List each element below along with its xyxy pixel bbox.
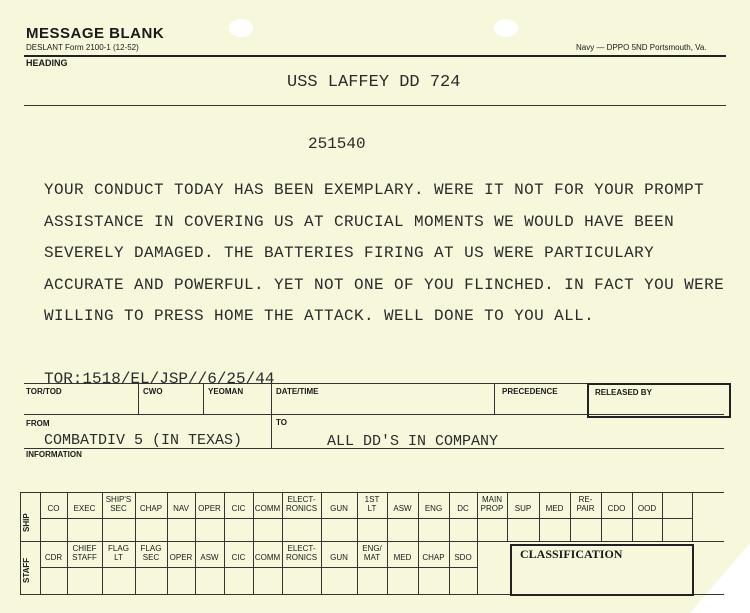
grid-divider (662, 492, 663, 541)
routing-cell-label: ASW (393, 504, 412, 513)
routing-cell-label: SUP (514, 504, 532, 513)
grid-divider (224, 492, 225, 541)
message-body (44, 175, 724, 333)
header-rule (24, 55, 726, 57)
divider (203, 383, 204, 414)
form-number: DESLANT Form 2100-1 (12-52) (26, 43, 139, 52)
yeoman-label: YEOMAN (208, 387, 244, 396)
routing-cell-label: SHIP'S SEC (105, 495, 132, 513)
message-line: WILLING TO PRESS HOME THE ATTACK. WELL DONE TO YOU ALL. (44, 307, 595, 325)
routing-cell-label: FLAG SEC (140, 544, 162, 562)
to-value: ALL DD'S IN COMPANY (327, 433, 499, 450)
ship-label: SHIP (22, 513, 31, 532)
routing-cell-label: 1ST LT (364, 495, 380, 513)
cwo-label: CWO (143, 387, 163, 396)
tor-line: TOR:1518/EL/JSP//6/25/44 (44, 370, 275, 388)
grid-divider (167, 492, 168, 541)
message-line: SEVERELY DAMAGED. THE BATTERIES FIRING AT US WERE PARTICULARY (44, 244, 655, 262)
routing-cell-label: GUN (330, 553, 348, 562)
grid-divider (477, 541, 478, 594)
divider (138, 383, 139, 414)
to-label: TO (276, 418, 287, 427)
routing-cell-label: ENG/ MAT (362, 544, 382, 562)
grid-divider (539, 492, 540, 541)
heading-value: USS LAFFEY DD 724 (287, 73, 461, 92)
tor-tod-label: TOR/TOD (26, 387, 62, 396)
grid-divider (321, 492, 322, 541)
date-time-group: 251540 (308, 135, 366, 153)
punch-hole (229, 19, 253, 37)
routing-cell-label: RE- PAIR (576, 495, 595, 513)
rule (24, 448, 724, 449)
routing-cell-label: COMM (254, 504, 281, 513)
routing-cell-label: CHIEF STAFF (72, 544, 97, 562)
message-line: ASSISTANCE IN COVERING US AT CRUCIAL MOMENTS WE WOULD HAVE BEEN (44, 212, 675, 231)
routing-cell-label: GUN (330, 504, 348, 513)
routing-cell-label: ELECT- RONICS (285, 495, 318, 513)
routing-cell-label: CDO (607, 504, 626, 513)
precedence-label: PRECEDENCE (502, 387, 558, 396)
routing-cell-label: SDO (454, 553, 472, 562)
routing-cell-label: OPER (198, 504, 221, 513)
routing-cell-label: FLAG LT (108, 544, 129, 562)
rule (20, 541, 724, 542)
grid-divider (449, 492, 450, 541)
grid-divider (253, 492, 254, 541)
from-value: COMBATDIV 5 (IN TEXAS) (44, 432, 243, 449)
divider (271, 414, 272, 448)
routing-cell-label: CO (47, 504, 60, 513)
routing-cell-label: MAIN PROP (480, 495, 504, 513)
routing-cell-label: OPER (169, 553, 193, 562)
grid-row-rule (40, 567, 477, 568)
punch-hole (494, 19, 518, 37)
routing-cell-label: ENG (424, 504, 443, 513)
torn-corner (690, 543, 750, 613)
routing-cell-label: EXEC (73, 504, 96, 513)
routing-cell-label: NAV (173, 504, 189, 513)
routing-cell-label: CIC (231, 553, 246, 562)
routing-cell-label: OOD (637, 504, 657, 513)
routing-cell-label: ELECT- RONICS (285, 544, 318, 562)
routing-cell-label: CHAP (139, 504, 163, 513)
grid-divider (135, 492, 136, 541)
grid-divider (477, 492, 478, 541)
message-line: YOUR CONDUCT TODAY HAS BEEN EXEMPLARY. WERE IT NOT FOR YOUR PROMPT (44, 181, 705, 199)
grid-divider (507, 492, 508, 541)
grid-divider (632, 492, 633, 541)
information-label: INFORMATION (26, 450, 82, 459)
form-title: MESSAGE BLANK (26, 25, 165, 42)
routing-cell-label: MED (393, 553, 412, 562)
routing-cell-label: CDR (44, 553, 63, 562)
grid-divider (387, 492, 388, 541)
grid-divider (67, 492, 68, 541)
grid-divider (357, 492, 358, 541)
heading-label: HEADING (26, 58, 68, 68)
routing-cell-label: MED (545, 504, 564, 513)
grid-divider (692, 492, 693, 541)
divider (20, 492, 21, 594)
routing-cell-label: ASW (200, 553, 219, 562)
grid-divider (195, 492, 196, 541)
divider (494, 383, 495, 414)
heading-rule (24, 105, 726, 106)
rule (20, 492, 724, 493)
routing-cell-label: CHAP (422, 553, 445, 562)
grid-divider (282, 492, 283, 541)
grid-divider (418, 492, 419, 541)
grid-row-rule (40, 518, 692, 519)
classification-label: CLASSIFICATION (520, 547, 623, 561)
staff-label: STAFF (22, 557, 31, 583)
grid-divider (570, 492, 571, 541)
released-by-label: RELEASED BY (595, 388, 652, 397)
divider (271, 383, 272, 414)
grid-divider (102, 492, 103, 541)
routing-cell-label: CIC (231, 504, 246, 513)
grid-divider (601, 492, 602, 541)
routing-cell-label: COMM (254, 553, 281, 562)
printer-imprint: Navy — DPPO 5ND Portsmouth, Va. (576, 43, 707, 52)
rule (24, 414, 724, 415)
routing-cell-label: DC (457, 504, 469, 513)
date-time-label: DATE/TIME (276, 387, 319, 396)
from-label: FROM (26, 419, 50, 428)
message-line: ACCURATE AND POWERFUL. YET NOT ONE OF YOU FLINCHED. IN FACT YOU WERE (44, 275, 725, 294)
